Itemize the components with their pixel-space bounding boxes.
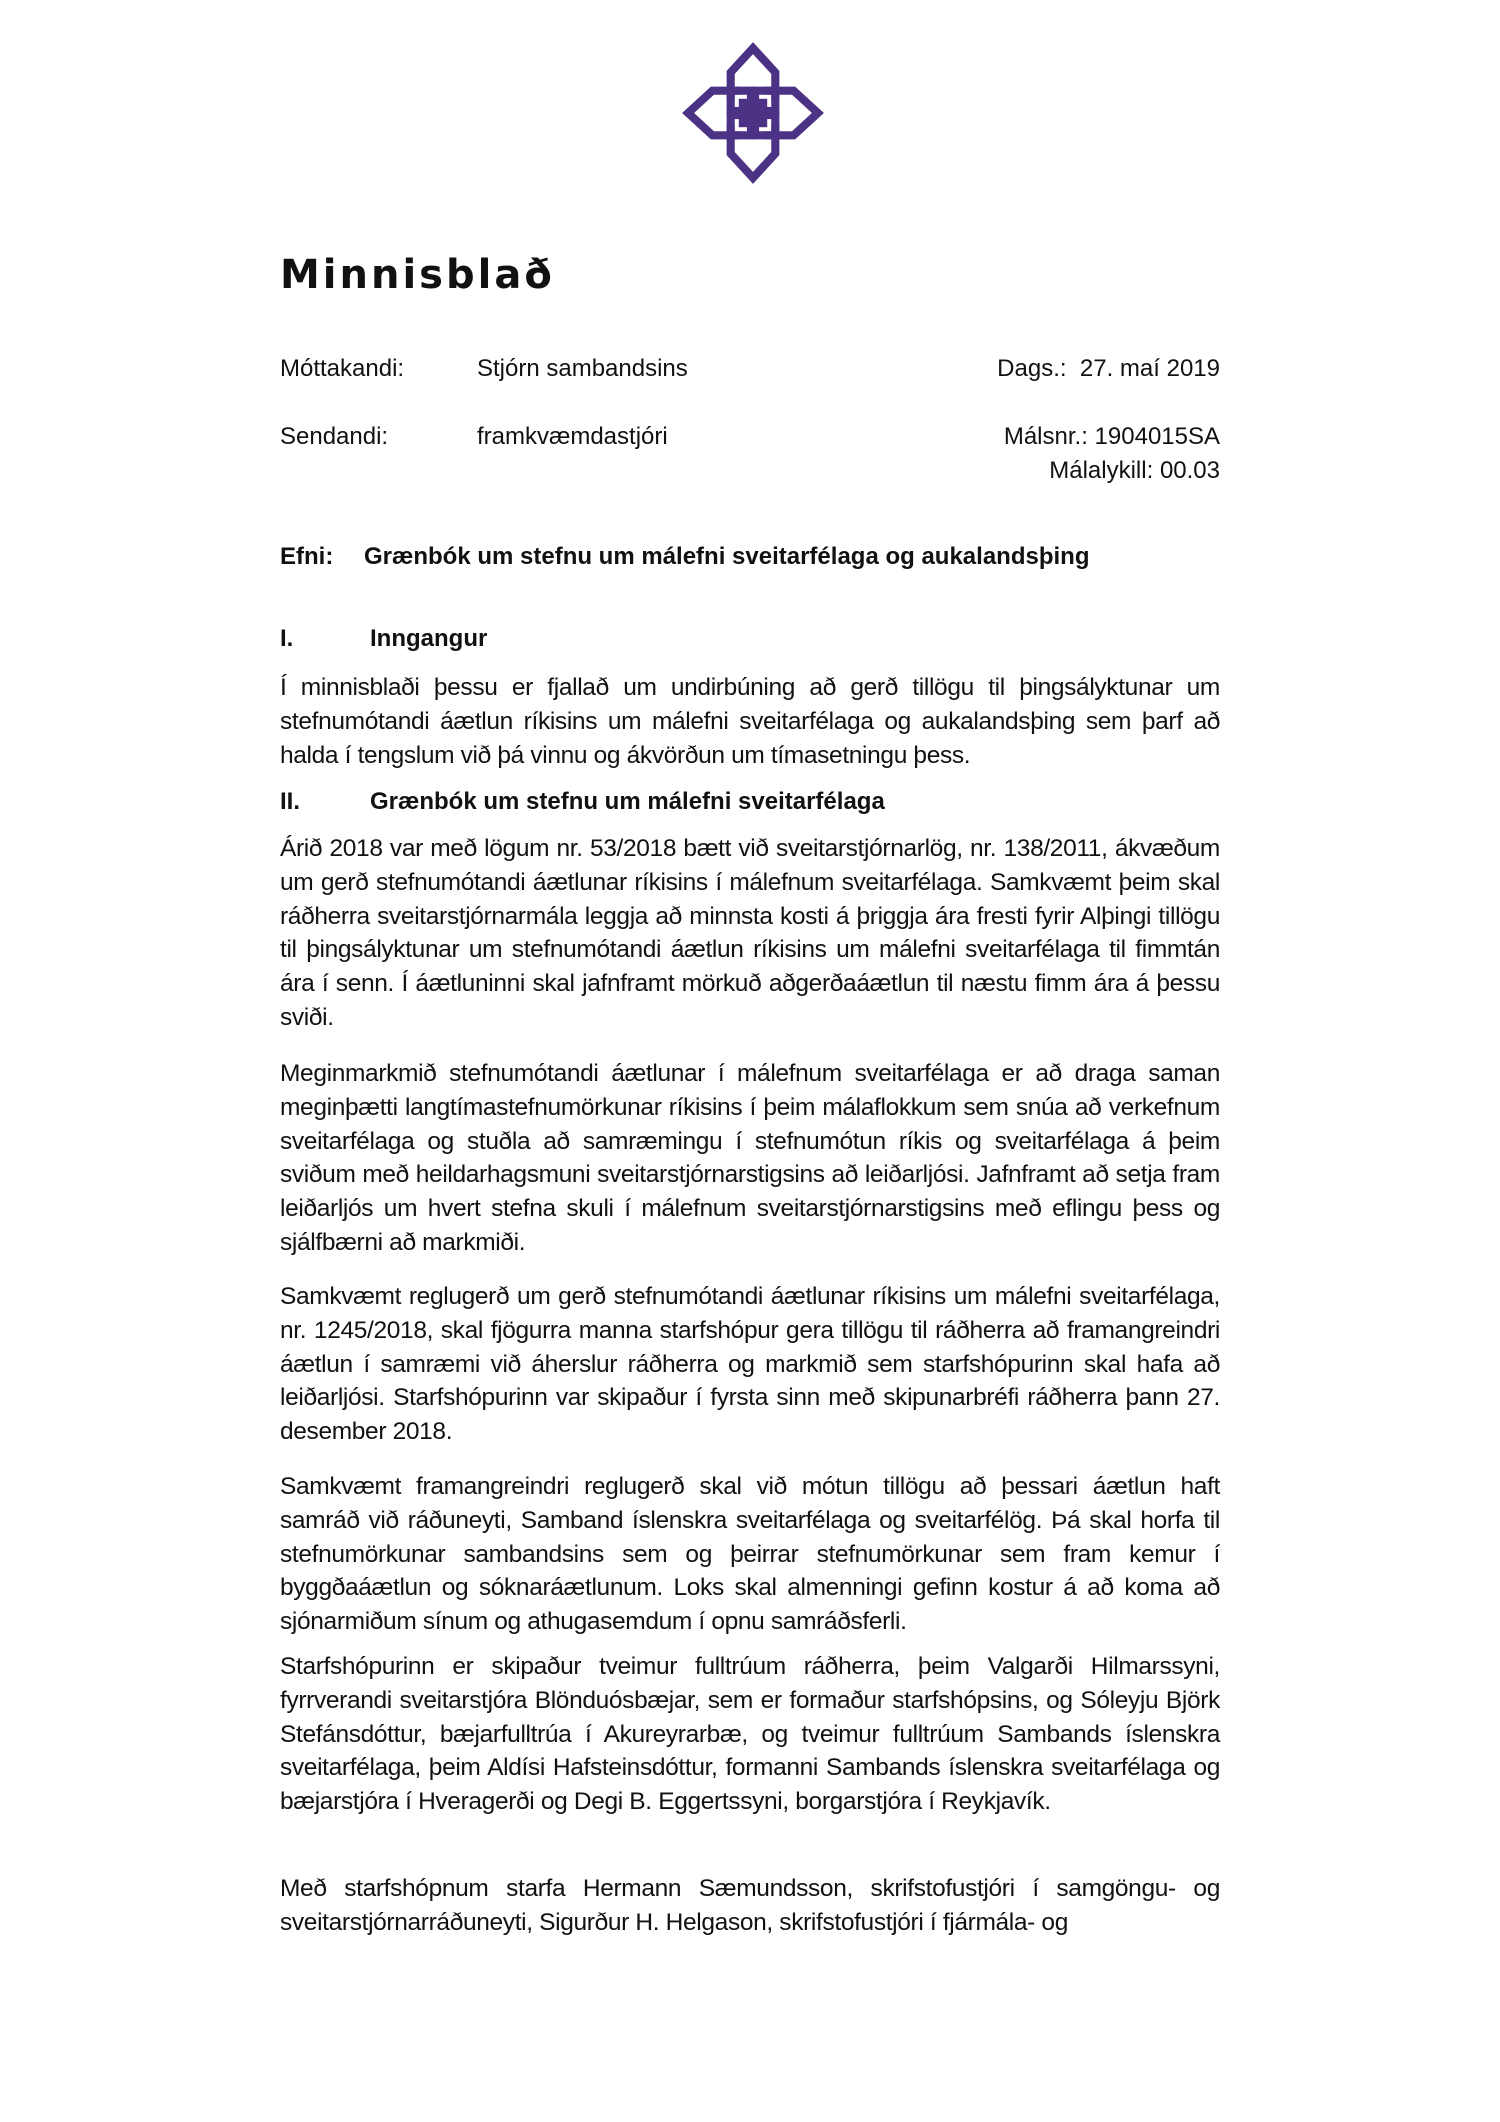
recipient-label: Móttakandi: <box>280 355 405 382</box>
case-key-value: 00.03 <box>1159 457 1220 484</box>
paragraph: Starfshópurinn er skipaður tveimur fulltrúum ráðherra, þeim Valgarði Hilmarssyni, fyrrverandi sveitarstjóra Blönduósbæjar, sem er formaður starfshópsins, og Sóleyju Björk Stefánsdóttur, bæjarfulltrúa í Akureyrarbæ, og tveimur fulltrúum Sambands íslenskra sveitarfélaga, þeim Aldísi Hafsteinsdóttur, formanni Sambands íslenskra sveitarfélaga og bæjarstjóra í Hveragerði og Degi B. Eggertssyni, borgarstjóra í Reykjavík. <box>280 1653 1220 1816</box>
case-number-value: 1904015SA <box>1094 423 1220 450</box>
paragraph: Samkvæmt framangreindri reglugerð skal við mótun tillögu að þessari áætlun haft samráð við ráðuneyti, Samband íslenskra sveitarfélaga og sveitarfélög. Þá skal horfa til stefnumörkunar sambandsins sem og þeirrar stefnumörkunar sem fram kemur í byggðaáætlun og sóknaráætlunum. Loks skal almenningi gefinn kostur á að koma að sjónarmiðum sínum og athugasemdum í opnu samráðsferli. <box>280 1473 1220 1636</box>
section-heading-1 <box>280 622 487 656</box>
paragraph: Árið 2018 var með lögum nr. 53/2018 bætt við sveitarstjórnarlög, nr. 138/2011, ákvæðum um gerð stefnumótandi áætlunar ríkisins í málefnum sveitarfélaga. Samkvæmt þeim skal ráðherra sveitarstjórnarmála leggja að minnsta kosti á þriggja ára fresti fyrir Alþingi tillögu til þingsályktunar um stefnumótandi áætlun ríkisins um málefni sveitarfélaga til fimmtán ára í senn. Í áætluninni skal jafnframt mörkuð aðgerðaáætlun til næstu fimm ára á þessu sviði. <box>280 835 1220 1031</box>
sender-value: framkvæmdastjóri <box>477 423 668 450</box>
sender-label: Sendandi: <box>280 423 389 450</box>
case-number-field <box>1004 420 1220 454</box>
section-number: II. <box>280 788 301 815</box>
paragraph: Með starfshópnum starfa Hermann Sæmundsson, skrifstofustjóri í samgöngu- og sveitarstjórnarráðuneyti, Sigurður H. Helgason, skrifstofustjóri í fjármála- og <box>280 1875 1220 1936</box>
paragraph: Samkvæmt reglugerð um gerð stefnumótandi áætlunar ríkisins um málefni sveitarfélaga, nr. 1245/2018, skal fjögurra manna starfshópur gera tillögu til ráðherra að framangreindri áætlun í samræmi við áherslur ráðherra og markmið sem starfshópurinn skal hafa að leiðarljósi. Starfshópurinn var skipaður í fyrsta sinn með skipunarbréfi ráðherra þann 27. desember 2018. <box>280 1283 1220 1446</box>
section-title: Inngangur <box>370 625 488 652</box>
paragraph: Í minnisblaði þessu er fjallað um undirbúning að gerð tillögu til þingsályktunar um stefnumótandi áætlun ríkisins um málefni sveitarfélaga og aukalandsþing sem þarf að halda í tengslum við þá vinnu og ákvörðun um tímasetningu þess. <box>280 674 1220 769</box>
section-number: I. <box>280 625 294 652</box>
case-key-field <box>1049 454 1220 488</box>
case-key-label: Málalykill: <box>1049 457 1154 484</box>
section-heading-2 <box>280 785 885 819</box>
date-label: Dags.: <box>997 355 1067 382</box>
section-title: Grænbók um stefnu um málefni sveitarfélaga <box>370 788 885 815</box>
subject-line <box>280 540 1089 574</box>
recipient-value: Stjórn sambandsins <box>477 355 688 382</box>
subject-value: Grænbók um stefnu um málefni sveitarfélaga og aukalandsþing <box>364 543 1090 570</box>
page-title: Minnisblað <box>280 252 555 298</box>
case-number-label: Málsnr.: <box>1003 423 1088 450</box>
paragraph: Meginmarkmið stefnumótandi áætlunar í málefnum sveitarfélaga er að draga saman meginþætti langtímastefnumörkunar ríkisins í þeim málaflokkum sem snúa að verkefnum sveitarfélaga og stuðla að samræmingu í stefnumótun ríkis og sveitarfélaga á þeim sviðum með heildarhagsmuni sveitarstjórnarstigsins að leiðarljósi. Jafnframt að setja fram leiðarljós um hvert stefna skuli í málefnum sveitarstjórnarstigsins með eflingu þess og sjálfbærni að markmiði. <box>280 1060 1220 1256</box>
date-field <box>997 352 1220 386</box>
interlaced-knot-logo-icon <box>682 42 824 184</box>
date-value: 27. maí 2019 <box>1079 355 1220 382</box>
subject-label: Efni: <box>280 543 334 570</box>
